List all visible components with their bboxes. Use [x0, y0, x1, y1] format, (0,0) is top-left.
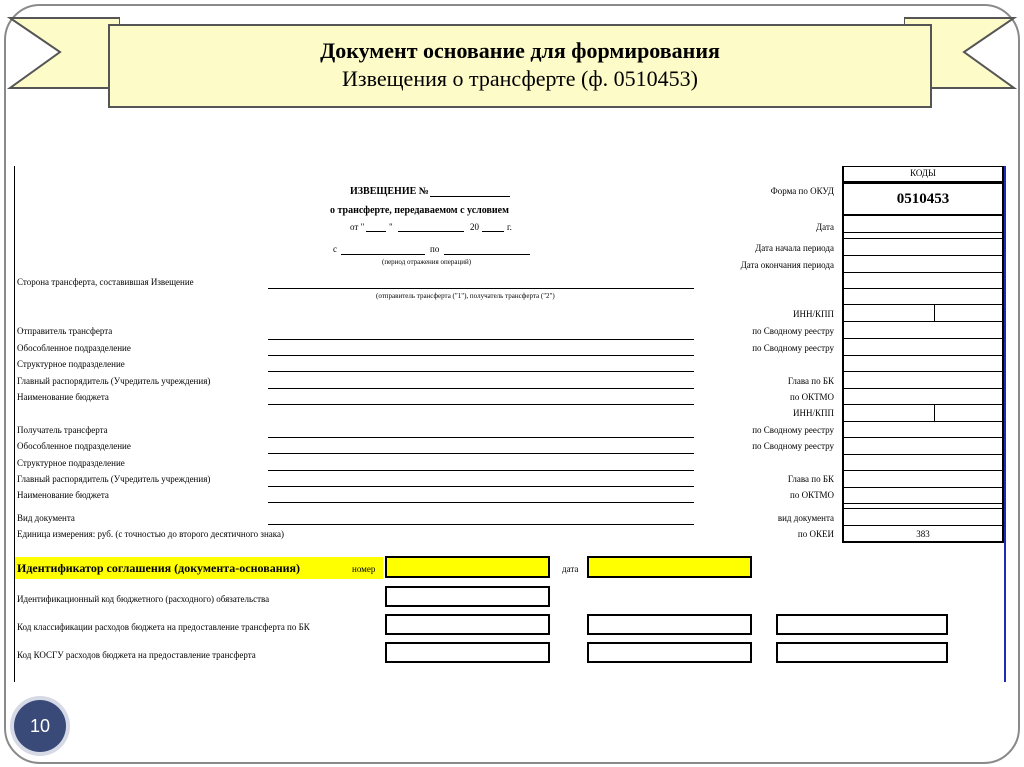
row-receiver-struct: Структурное подразделение	[17, 458, 125, 468]
ikbo-label: Идентификационный код бюджетного (расходного) обязательства	[17, 594, 270, 604]
inn-2-divider	[934, 405, 935, 422]
code-glava-1[interactable]	[842, 372, 1004, 389]
row-sender-struct: Структурное подразделение	[17, 359, 125, 369]
form-left-border	[14, 166, 15, 682]
date-quote: "	[389, 222, 393, 232]
notice-number-field[interactable]	[430, 196, 510, 197]
period-s-label: с	[333, 244, 337, 254]
code-spacer-3	[842, 356, 1004, 372]
row-sender-field[interactable]	[268, 339, 694, 340]
code-side[interactable]	[842, 273, 1004, 289]
code-svod-2[interactable]	[842, 339, 1004, 356]
code-oktmo-2[interactable]	[842, 488, 1004, 504]
form-heading: ИЗВЕЩЕНИЕ №	[350, 186, 429, 197]
code-svod-4[interactable]	[842, 438, 1004, 455]
agreement-number-input[interactable]	[385, 556, 550, 578]
code-vid[interactable]	[842, 509, 1004, 526]
code-inn-2[interactable]	[842, 405, 1004, 422]
year-suffix: г.	[507, 222, 512, 232]
inn-1-divider	[934, 305, 935, 322]
row-receiver-budget: Наименование бюджета	[17, 490, 109, 500]
okei-code: 383	[916, 529, 930, 539]
period-caption: (период отражения операций)	[382, 258, 472, 266]
row-receiver: Получатель трансферта	[17, 425, 108, 435]
year-prefix: 20	[470, 222, 479, 232]
label-period-start: Дата начала периода	[755, 243, 834, 253]
row-receiver-unit: Обособленное подразделение	[17, 441, 131, 451]
date-year-field[interactable]	[482, 231, 504, 232]
period-start-field[interactable]	[341, 254, 425, 255]
label-glava-2: Глава по БК	[787, 474, 834, 484]
form-right-border	[1004, 166, 1006, 682]
label-svod-4: по Сводному реестру	[752, 441, 834, 451]
agreement-label: Идентификатор соглашения (документа-основания)	[17, 561, 301, 575]
code-period-end[interactable]	[842, 256, 1004, 273]
code-glava-2[interactable]	[842, 471, 1004, 488]
label-oktmo-2: по ОКТМО	[790, 490, 834, 500]
code-svod-1[interactable]	[842, 322, 1004, 339]
row-doc-type: Вид документа	[17, 513, 75, 523]
date-day-field[interactable]	[366, 231, 386, 232]
okud-code: 0510453	[896, 191, 950, 207]
kbk-input-2[interactable]	[587, 614, 752, 635]
label-glava-1: Глава по БК	[787, 376, 834, 386]
row-sender-struct-field[interactable]	[268, 371, 694, 372]
kbk-label: Код классификации расходов бюджета на предоставление трансферта по БК	[17, 622, 310, 632]
kbk-input-1[interactable]	[385, 614, 550, 635]
label-svod-3: по Сводному реестру	[752, 425, 834, 435]
data-label: дата	[562, 564, 579, 574]
title-line-2: Извещения о трансферте (ф. 0510453)	[342, 66, 698, 91]
form-subheading: о трансферте, передаваемом с условием	[330, 205, 509, 216]
row-sender-unit: Обособленное подразделение	[17, 343, 131, 353]
label-date: Дата	[816, 222, 834, 232]
agreement-date-input[interactable]	[587, 556, 752, 578]
page-number-badge: 10	[14, 700, 66, 752]
row-sender-manager-field[interactable]	[268, 388, 694, 389]
row-sender-unit-field[interactable]	[268, 355, 694, 356]
kosgu-input-2[interactable]	[587, 642, 752, 663]
label-oktmo-1: по ОКТМО	[790, 392, 834, 402]
code-inn-1[interactable]	[842, 305, 1004, 322]
label-vid: вид документа	[777, 513, 834, 523]
side-caption: (отправитель трансферта ("1"), получатель трансферта ("2")	[376, 292, 555, 300]
codes-header-line	[842, 166, 1004, 182]
row-receiver-manager: Главный распорядитель (Учредитель учреждения)	[17, 474, 211, 484]
row-sender-manager: Главный распорядитель (Учредитель учреждения)	[17, 376, 211, 386]
label-okud: Форма по ОКУД	[770, 186, 834, 196]
nomer-label: номер	[352, 564, 376, 574]
kbk-input-3[interactable]	[776, 614, 948, 635]
row-receiver-struct-field[interactable]	[268, 470, 694, 471]
kosgu-input-1[interactable]	[385, 642, 550, 663]
row-sender: Отправитель трансферта	[17, 326, 113, 336]
code-spacer-4	[842, 455, 1004, 471]
kosgu-input-3[interactable]	[776, 642, 948, 663]
code-oktmo-1[interactable]	[842, 389, 1004, 405]
row-receiver-field[interactable]	[268, 437, 694, 438]
label-svod-1: по Сводному реестру	[752, 326, 834, 336]
title-line-1: Документ основание для формирования	[320, 38, 720, 63]
side-field[interactable]	[268, 288, 694, 289]
code-date[interactable]	[842, 216, 1004, 233]
row-doc-type-field[interactable]	[268, 524, 694, 525]
row-sender-budget: Наименование бюджета	[17, 392, 109, 402]
label-inn-2: ИНН/КПП	[792, 408, 834, 418]
code-period-start[interactable]	[842, 239, 1004, 256]
row-receiver-budget-field[interactable]	[268, 502, 694, 503]
period-po-label: по	[430, 244, 440, 254]
kosgu-label: Код КОСГУ расходов бюджета на предоставление трансферта	[17, 650, 256, 660]
label-inn-1: ИНН/КПП	[792, 309, 834, 319]
date-month-field[interactable]	[398, 231, 464, 232]
row-unit: Единица измерения: руб. (с точностью до второго десятичного знака)	[17, 529, 284, 539]
period-end-field[interactable]	[444, 254, 530, 255]
row-receiver-manager-field[interactable]	[268, 486, 694, 487]
date-from-label: от "	[350, 222, 365, 232]
label-period-end: Дата окончания периода	[740, 260, 834, 270]
label-okei: по ОКЕИ	[797, 529, 834, 539]
label-svod-2: по Сводному реестру	[752, 343, 834, 353]
row-sender-budget-field[interactable]	[268, 404, 694, 405]
ikbo-input[interactable]	[385, 586, 550, 607]
code-svod-3[interactable]	[842, 422, 1004, 438]
row-receiver-unit-field[interactable]	[268, 453, 694, 454]
codes-header: КОДЫ	[910, 168, 936, 178]
code-spacer-2	[842, 289, 1004, 305]
side-label: Сторона трансферта, составившая Извещение	[17, 277, 194, 287]
